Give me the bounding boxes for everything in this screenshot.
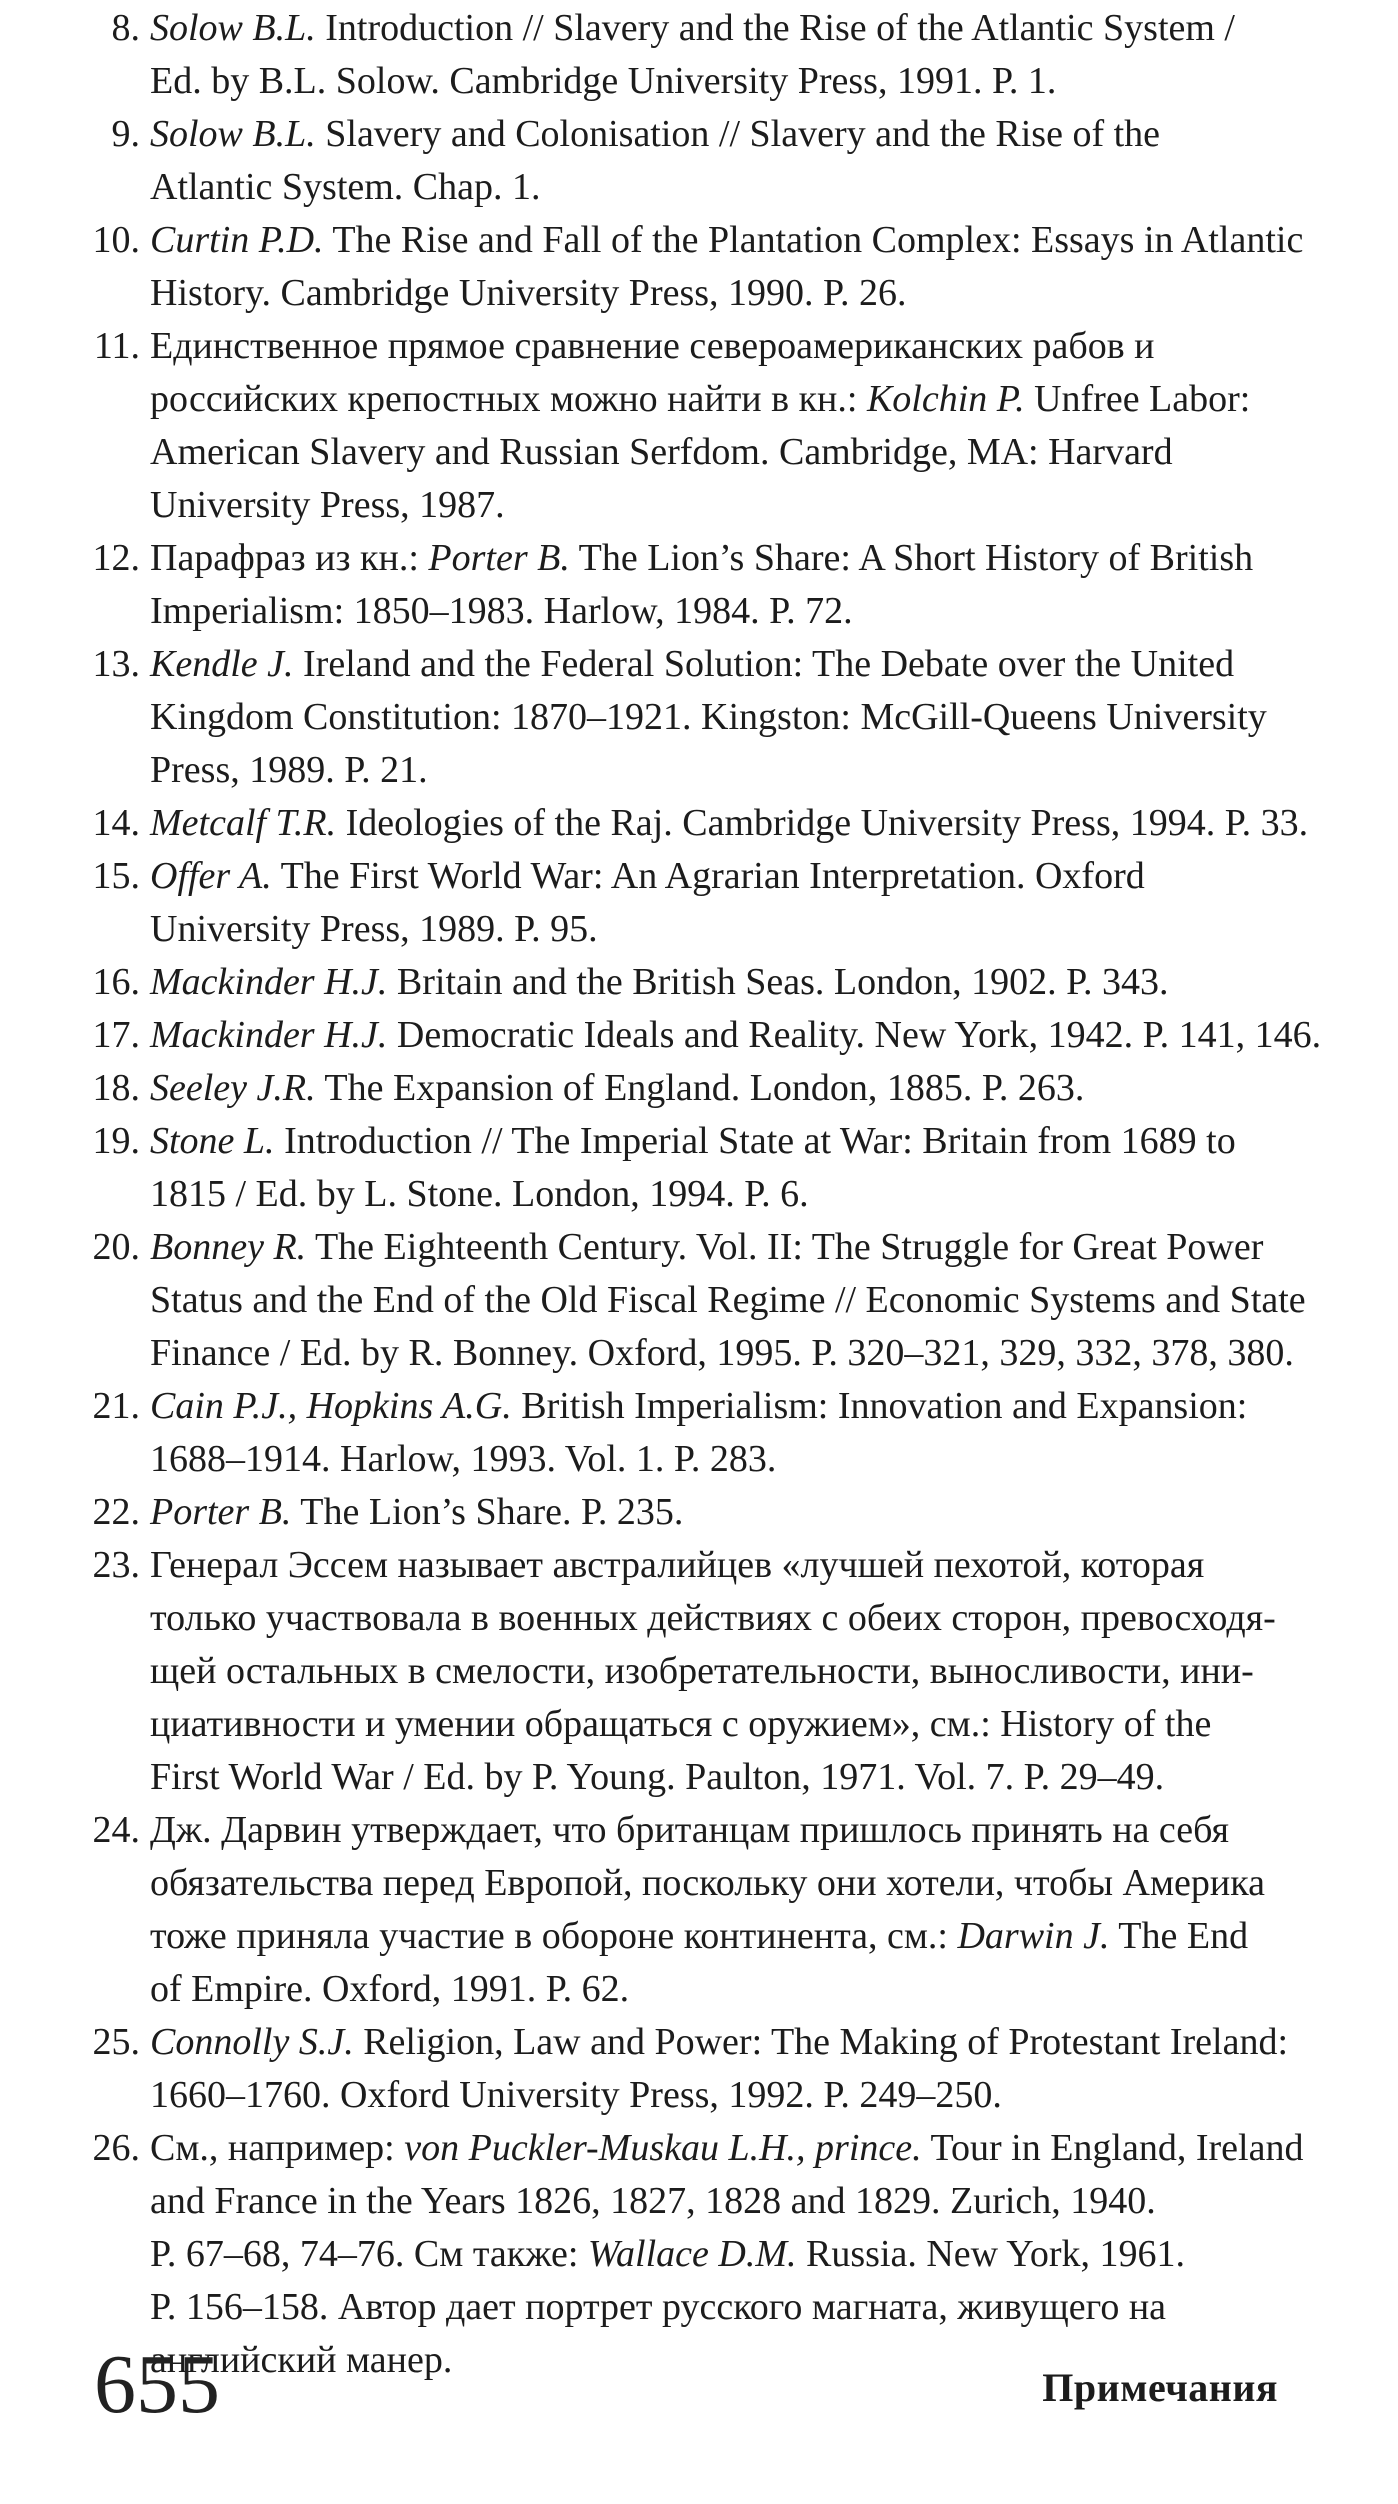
endnote-item — [70, 638, 1398, 797]
citation-text: The First World War: An Agrarian Interpretation. Oxford University Press, 1989. P. 95. — [150, 855, 1145, 950]
author-name: Solow B.L. — [150, 7, 316, 49]
author-name: Stone L. — [150, 1120, 275, 1162]
endnote-item — [70, 1062, 1398, 1115]
author-name: Curtin P.D. — [150, 219, 324, 261]
running-head: Примечания — [1042, 2365, 1278, 2410]
endnote-item — [70, 320, 1398, 532]
citation-text: Religion, Law and Power: The Making of Protestant Ireland: 1660–1760. Oxford University Press, 1992. P. 249–250. — [150, 2021, 1289, 2116]
citation-text: The Rise and Fall of the Plantation Complex: Essays in Atlantic History. Cambridge University Press, 1990. P. 26. — [150, 219, 1304, 314]
endnote-text — [150, 2122, 1398, 2387]
citation-text: Единственное прямое сравнение североамериканских рабов и российских крепостных можно найти в кн.: — [150, 325, 1155, 420]
citation-text: Slavery and Colonisation // Slavery and the Rise of the Atlantic System. Chap. 1. — [150, 113, 1161, 208]
endnote-text — [150, 638, 1398, 797]
author-name: Metcalf T.R. — [150, 802, 337, 844]
author-name: Kendle J. — [150, 643, 294, 685]
endnote-item — [70, 214, 1398, 320]
endnote-item — [70, 1539, 1398, 1804]
author-name: Kolchin P. — [866, 378, 1025, 420]
endnote-number: 17. — [92, 1014, 140, 1056]
endnote-text — [150, 797, 1398, 850]
citation-text: Democratic Ideals and Reality. New York, 1942. P. 141, 146. — [387, 1014, 1322, 1056]
citation-text: Tour in England, Ireland and France in the Years 1826, 1827, 1828 and 1829. Zurich, 1940. P. 67–68, 74–76. См также: — [150, 2127, 1304, 2275]
endnote-number: 19. — [92, 1120, 140, 1162]
citation-text: См., например: — [150, 2127, 405, 2169]
endnote-text — [150, 1221, 1398, 1380]
author-name: Bonney R. — [150, 1226, 307, 1268]
endnote-text — [150, 1486, 1398, 1539]
author-name: Darwin J. — [957, 1915, 1110, 1957]
endnote-text — [150, 1380, 1398, 1486]
citation-text: Britain and the British Seas. London, 1902. P. 343. — [387, 961, 1169, 1003]
endnote-text — [150, 2, 1398, 108]
author-name: Wallace D.M. — [587, 2233, 797, 2275]
endnote-number: 15. — [92, 855, 140, 897]
endnote-item — [70, 2016, 1398, 2122]
endnote-number: 20. — [92, 1226, 140, 1268]
author-name: Porter B. — [428, 537, 570, 579]
endnote-number: 14. — [92, 802, 140, 844]
citation-text: The Lion’s Share: A Short History of British Imperialism: 1850–1983. Harlow, 1984. P. 72. — [150, 537, 1254, 632]
citation-text: The Expansion of England. London, 1885. P. 263. — [315, 1067, 1085, 1109]
endnote-text — [150, 1804, 1398, 2016]
endnote-item — [70, 2122, 1398, 2387]
endnote-text — [150, 532, 1398, 638]
author-name: Offer A. — [150, 855, 272, 897]
endnote-item — [70, 2, 1398, 108]
endnote-text — [150, 850, 1398, 956]
citation-text: Генерал Эссем называет австралийцев «лучшей пехотой, которая только участвовала в военных действиях с обеих сторон, превосходя- щей остальных в смелости, изобретательности, выносливости, ини- циативности и умении обращаться с оружием», см.: History of the First World War / Ed. by P. Young. Paulton, 1971. Vol. 7. P. 29–49. — [150, 1544, 1276, 1798]
endnote-item — [70, 1804, 1398, 2016]
author-name: Cain P.J., Hopkins A.G. — [150, 1385, 512, 1427]
endnote-item — [70, 956, 1398, 1009]
endnotes-list — [70, 2, 1398, 2387]
citation-text: Russia. New York, 1961. P. 156–158. Автор дает портрет русского магната, живущего на английский манер. — [150, 2233, 1185, 2381]
endnote-text — [150, 956, 1398, 1009]
citation-text: Дж. Дарвин утверждает, что британцам пришлось принять на себя обязательства перед Европой, поскольку они хотели, чтобы Америка тоже приняла участие в обороне континента, см.: — [150, 1809, 1265, 1957]
endnote-item — [70, 108, 1398, 214]
author-name: Solow B.L. — [150, 113, 316, 155]
citation-text: The Eighteenth Century. Vol. II: The Struggle for Great Power Status and the End of the Old Fiscal Regime // Economic Systems and State Finance / Ed. by R. Bonney. Oxford, 1995. P. 320–321, 329, 332, 378, 380. — [150, 1226, 1306, 1374]
endnote-number: 21. — [92, 1385, 140, 1427]
endnote-number: 8. — [111, 7, 140, 49]
endnote-text — [150, 214, 1398, 320]
author-name: Mackinder H.J. — [150, 961, 388, 1003]
endnote-number: 10. — [92, 219, 140, 261]
endnote-number: 22. — [92, 1491, 140, 1533]
citation-text: Introduction // Slavery and the Rise of the Atlantic System / Ed. by B.L. Solow. Cambridge University Press, 1991. P. 1. — [150, 7, 1235, 102]
endnote-item — [70, 1380, 1398, 1486]
endnote-text — [150, 108, 1398, 214]
citation-text: Introduction // The Imperial State at War: Britain from 1689 to 1815 / Ed. by L. Stone. London, 1994. P. 6. — [150, 1120, 1236, 1215]
endnote-item — [70, 797, 1398, 850]
citation-text: The Lion’s Share. P. 235. — [291, 1491, 684, 1533]
endnote-number: 25. — [92, 2021, 140, 2063]
endnote-number: 16. — [92, 961, 140, 1003]
citation-text: Ideologies of the Raj. Cambridge University Press, 1994. P. 33. — [336, 802, 1309, 844]
citation-text: Парафраз из кн.: — [150, 537, 429, 579]
endnote-text — [150, 1539, 1398, 1804]
endnote-text — [150, 1062, 1398, 1115]
endnote-text — [150, 1115, 1398, 1221]
endnote-item — [70, 1486, 1398, 1539]
endnote-text — [150, 2016, 1398, 2122]
citation-text: Unfree Labor: American Slavery and Russian Serfdom. Cambridge, MA: Harvard University Press, 1987. — [150, 378, 1251, 526]
author-name: von Puckler-Muskau L.H., prince. — [404, 2127, 922, 2169]
author-name: Mackinder H.J. — [150, 1014, 388, 1056]
endnote-item — [70, 532, 1398, 638]
endnote-item — [70, 1115, 1398, 1221]
endnote-number: 23. — [92, 1544, 140, 1586]
endnote-number: 18. — [92, 1067, 140, 1109]
endnote-number: 24. — [92, 1809, 140, 1851]
endnote-item — [70, 1009, 1398, 1062]
endnote-item — [70, 1221, 1398, 1380]
endnote-item — [70, 850, 1398, 956]
endnote-number: 11. — [93, 325, 140, 367]
author-name: Porter B. — [150, 1491, 292, 1533]
endnote-number: 26. — [92, 2127, 140, 2169]
endnote-text — [150, 320, 1398, 532]
author-name: Connolly S.J. — [150, 2021, 354, 2063]
endnote-number: 12. — [92, 537, 140, 579]
endnote-number: 13. — [92, 643, 140, 685]
citation-text: British Imperialism: Innovation and Expansion: 1688–1914. Harlow, 1993. Vol. 1. P. 283. — [150, 1385, 1248, 1480]
page-number: 655 — [94, 2338, 220, 2431]
endnote-number: 9. — [111, 113, 140, 155]
endnote-text — [150, 1009, 1398, 1062]
citation-text: Ireland and the Federal Solution: The Debate over the United Kingdom Constitution: 1870–1921. Kingston: McGill-Queens University Press, 1989. P. 21. — [150, 643, 1267, 791]
citation-text: The End of Empire. Oxford, 1991. P. 62. — [150, 1915, 1249, 2010]
author-name: Seeley J.R. — [150, 1067, 316, 1109]
